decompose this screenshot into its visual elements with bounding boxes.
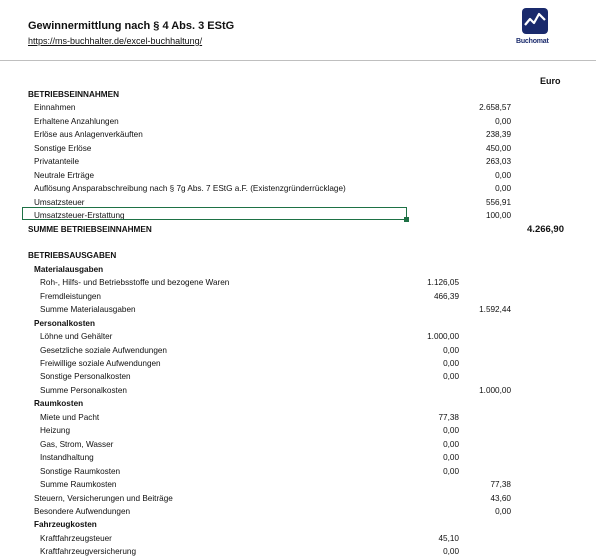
row-value-c1: 0,00 [443, 439, 459, 449]
row-label: SUMME BETRIEBSEINNAHMEN [28, 224, 152, 234]
row-label: Gesetzliche soziale Aufwendungen [40, 345, 167, 355]
table-row[interactable] [0, 424, 596, 437]
row-label: Summe Personalkosten [40, 385, 127, 395]
row-label: Steuern, Versicherungen und Beiträge [34, 493, 173, 503]
row-label: Sonstige Erlöse [34, 143, 92, 153]
row-value-c1: 0,00 [443, 372, 459, 382]
row-value-c2: 0,00 [495, 184, 511, 194]
table-row[interactable] [0, 236, 596, 249]
table-row[interactable] [0, 330, 596, 343]
section-row[interactable] [0, 397, 596, 410]
row-label: Sonstige Raumkosten [40, 466, 121, 476]
table-row[interactable] [0, 438, 596, 451]
header-divider [0, 60, 596, 61]
table-row[interactable] [0, 465, 596, 478]
row-label: Materialausgaben [34, 264, 104, 274]
section-row[interactable] [0, 263, 596, 276]
row-value-c2: 0,00 [495, 506, 511, 516]
row-label: Erlöse aus Anlagenverkäuften [34, 130, 143, 140]
table-row[interactable] [0, 451, 596, 464]
table-row[interactable] [0, 344, 596, 357]
row-value-c1: 0,00 [443, 466, 459, 476]
row-label: Einnahmen [34, 103, 76, 113]
chart-logo-icon [522, 8, 548, 34]
source-link[interactable]: https://ms-buchhalter.de/excel-buchhaltung/ [28, 36, 203, 46]
row-label: Umsatzsteuer [34, 197, 85, 207]
table-row[interactable] [0, 357, 596, 370]
section-row[interactable] [0, 249, 596, 262]
row-label: Gas, Strom, Wasser [40, 439, 114, 449]
row-value-c2: 0,00 [495, 116, 511, 126]
table-row[interactable] [0, 411, 596, 424]
row-label: Besondere Aufwendungen [34, 506, 131, 516]
table-row[interactable] [0, 370, 596, 383]
table-row[interactable] [0, 182, 596, 195]
table-row[interactable] [0, 492, 596, 505]
row-value-c1: 1.126,05 [427, 278, 459, 288]
row-label: Personalkosten [34, 318, 95, 328]
row-value-c3: 4.266,90 [527, 223, 564, 235]
row-label: Erhaltene Anzahlungen [34, 116, 119, 126]
row-value-c2: 0,00 [495, 170, 511, 180]
table-row[interactable] [0, 169, 596, 182]
row-label: Summe Materialausgaben [40, 305, 136, 315]
table-row[interactable] [0, 142, 596, 155]
table-row[interactable] [0, 128, 596, 141]
row-label: BETRIEBSEINNAHMEN [28, 90, 119, 99]
row-value-c2: 1.592,44 [479, 305, 511, 315]
row-label: Neutrale Erträge [34, 170, 95, 180]
fill-handle[interactable] [404, 217, 409, 222]
row-value-c1: 0,00 [443, 359, 459, 368]
row-value-c2: 450,00 [485, 143, 511, 153]
row-value-c2: 238,39 [485, 130, 511, 140]
row-label: Roh-, Hilfs- und Betriebsstoffe und bezogene Waren [40, 278, 230, 288]
table-row[interactable] [0, 532, 596, 545]
page-title: Gewinnermittlung nach § 4 Abs. 3 EStG [28, 20, 235, 32]
row-label: Fahrzeugkosten [34, 520, 97, 530]
row-value-c1: 1.000,00 [427, 332, 459, 342]
table-row[interactable] [0, 545, 596, 558]
row-value-c2: 43,60 [490, 493, 511, 503]
row-label: Raumkosten [34, 399, 84, 409]
row-label: Löhne und Gehälter [40, 332, 113, 342]
row-value-c2: 263,03 [485, 157, 511, 167]
row-value-c1: 45,10 [438, 533, 459, 543]
row-value-c1: 77,38 [438, 412, 459, 422]
row-value-c2: 2.658,57 [479, 103, 511, 113]
row-label: Umsatzsteuer-Erstattung [34, 211, 125, 221]
row-label: Kraftfahrzeugsteuer [40, 533, 112, 543]
section-row[interactable] [0, 317, 596, 330]
row-label: BETRIEBSAUSGABEN [28, 251, 117, 261]
table-row[interactable] [0, 505, 596, 518]
row-label: Instandhaltung [40, 453, 94, 463]
row-label: Freiwillige soziale Aufwendungen [40, 359, 161, 368]
table-row[interactable] [0, 303, 596, 316]
table-row[interactable] [0, 384, 596, 397]
row-value-c2: 100,00 [485, 211, 511, 221]
table-row[interactable] [0, 478, 596, 491]
brand-logo [516, 8, 556, 48]
table-row[interactable] [0, 101, 596, 114]
row-label: Summe Raumkosten [40, 480, 117, 490]
row-value-c1: 0,00 [443, 345, 459, 355]
table-row[interactable] [0, 276, 596, 289]
section-row[interactable] [0, 88, 596, 101]
row-label: Kraftfahrzeugversicherung [40, 547, 137, 557]
row-label: Privatanteile [34, 157, 80, 167]
row-label: Auflösung Ansparabschreibung nach § 7g Abs. 7 EStG a.F. (Existenzgründerrücklage) [34, 184, 346, 194]
section-row[interactable] [0, 223, 596, 236]
row-value-c1: 466,39 [433, 291, 459, 301]
table-row[interactable] [0, 115, 596, 128]
row-value-c2: 556,91 [485, 197, 511, 207]
section-row[interactable] [0, 518, 596, 531]
selected-cell[interactable] [22, 207, 407, 220]
row-value-c2: 77,38 [490, 480, 511, 490]
table-row[interactable] [0, 290, 596, 303]
row-label: Heizung [40, 426, 71, 436]
row-value-c1: 0,00 [443, 453, 459, 463]
logo-label: Buchomat [516, 38, 549, 45]
row-value-c2: 1.000,00 [479, 385, 511, 395]
row-label: Fremdleistungen [40, 291, 101, 301]
row-value-c1: 0,00 [443, 426, 459, 436]
row-label: Sonstige Personalkosten [40, 372, 131, 382]
currency-label: Euro [540, 76, 561, 86]
row-label: Miete und Pacht [40, 412, 100, 422]
table-row[interactable] [0, 155, 596, 168]
row-value-c1: 0,00 [443, 547, 459, 557]
